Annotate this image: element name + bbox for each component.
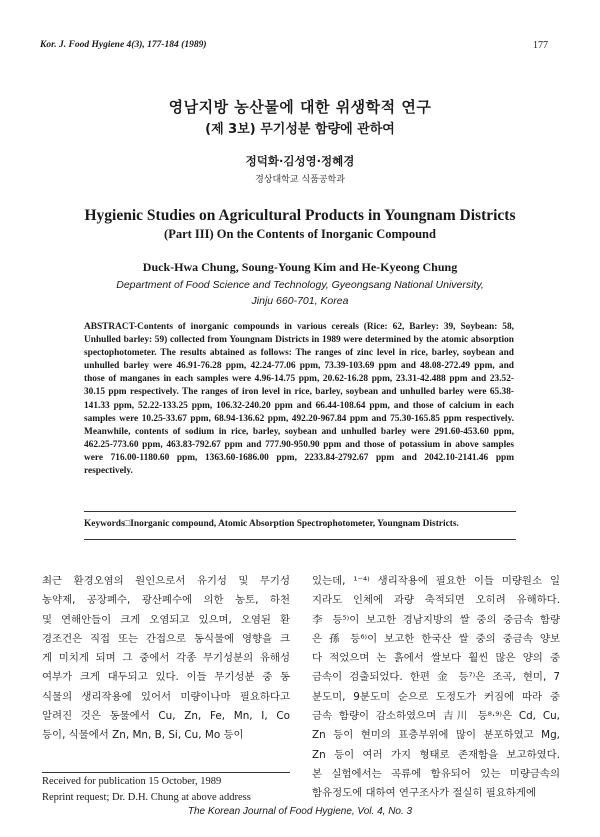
english-subtitle: (Part III) On the Contents of Inorganic Compound (164, 227, 436, 241)
journal-reference: Kor. J. Food Hygiene 4(3), 177-184 (1989) (40, 40, 207, 50)
footnote-rule (42, 772, 290, 773)
body-line: 알려진 것은 동물에서 Cu, Zn, Fe, Mn, I, Co (42, 710, 290, 723)
body-line: 게 미치게 되며 그 중에서 각종 무기성분의 유해성 (42, 652, 290, 665)
body-line: 농약제, 공장폐수, 광산폐수에 의한 농토, 하천 (42, 594, 290, 607)
body-line: 있는데, ¹⁻⁴⁾ 생리작용에 필요한 이들 미량원소 일 (312, 575, 560, 587)
english-authors: Duck-Hwa Chung, Soung-Young Kim and He-Kyeong Chung (142, 260, 458, 274)
body-line: 식물의 생리작용에 있어서 미량이나마 필요하다고 (42, 690, 290, 703)
keywords-bottom-rule (84, 539, 516, 540)
body-line: 등이, 식물에서 Zn, Mn, B, Si, Cu, Mo 등이 (42, 729, 244, 742)
body-line: 다 적었으며 논 흙에서 쌀보다 훨씬 많은 양의 중 (312, 652, 560, 665)
korean-affiliation: 경상대학교 식품공학과 (255, 175, 345, 185)
body-line: 여부가 크게 대두되고 있다. 이들 무기성분 중 동 (42, 671, 290, 684)
abstract: ABSTRACT-Contents of inorganic compounds in various cereals (Rice: 62, Barley: 39, Soybean: 58, Unhulled barley: 59) collected from Youngnam Districts in 1989 were determined by the atomic absorption spectophotometer. The results abtained as follows: The ranges of zinc level in rice, barley, soybean and unhulled barley were 46.91-76.28 ppm, 42.24-77.06 ppm, 73.39-103.69 ppm and 48.08-272.49 ppm, and those of manganes in each samples were 4.96-14.75 ppm, 20.62-16.28 ppm, 23.31-42.488 ppm and 23.52-30.15 ppm respectively. The ranges of iron level in rice, barley, soybean and unhulled barley were 65.38-141.33 ppm, 52.22-133.25 ppm, 106.32-240.20 ppm and 66.44-108.64 ppm, and those of calcium in each samples were 10.25-33.67 ppm, 68.94-136.62 ppm, 492.20-967.84 ppm and 75.30-165.85 ppm respectively. Meanwhile, contents of sodium in rice, barley, soybean and unhulled barley were 291.60-453.60 ppm, 462.25-773.60 ppm, 463.83-792.67 ppm and 777.90-950.90 ppm and those of potassium in above samples were 716.00-1180.60 ppm, 1363.60-1686.00 ppm, 2233.84-2792.67 ppm and 2042.10-2141.46 ppm respectively. (84, 322, 514, 477)
page-number: 177 (533, 40, 548, 51)
reprint-note: Reprint request; Dr. D.H. Chung at above address (42, 792, 251, 803)
body-line: 지라도 인체에 과량 축적되면 오히려 유해하다. (312, 594, 560, 607)
body-line: 함유정도에 대하여 연구조사가 절실히 필요하게에 (312, 787, 536, 800)
english-title: Hygienic Studies on Agricultural Products in Youngnam Districts (84, 207, 516, 224)
received-note: Received for publication 15 October, 1989 (42, 776, 222, 787)
body-line: Zn 등이 현미의 표층부위에 많이 분포하였고 Mg, (312, 729, 560, 742)
korean-title: 영남지방 농산물에 대한 위생학적 연구 (168, 98, 432, 116)
english-affiliation-line1: Department of Food Science and Technology, Gyeongsang National University, (116, 279, 484, 291)
body-line: 경조건은 직접 또는 간접으로 동식물에 영향을 크 (42, 632, 290, 645)
body-line: Zn 등이 여러 가지 형태로 존재함을 보고하였다. (312, 748, 560, 761)
korean-authors: 정덕화·김성영·정혜경 (245, 154, 355, 168)
body-line: 및 연해안들이 크게 오염되고 있으며, 오염된 환 (42, 613, 290, 626)
body-line: 금속이 검출되었다. 한편 金 등⁷⁾은 조곡, 현미, 7 (312, 671, 560, 684)
body-line: 금속 함량이 감소하였으며 吉川 등⁸·⁹⁾은 Cd, Cu, (312, 710, 560, 723)
body-line: 李 등⁵⁾이 보고한 경남지방의 쌀 중의 중금속 함량 (312, 613, 560, 626)
english-affiliation-line2: Jinju 660-701, Korea (251, 295, 349, 307)
korean-subtitle: (제 3보) 무기성분 함량에 관하여 (205, 122, 395, 137)
body-line: 분도미, 9분도미 순으로 도정도가 커짐에 따라 중 (312, 690, 560, 703)
journal-footer: The Korean Journal of Food Hygiene, Vol. 4, No. 3 (187, 806, 413, 817)
body-column-left (42, 572, 290, 746)
keywords: Keywords□Inorganic compound, Atomic Absorption Spectrophotometer, Youngnam Districts. (84, 519, 459, 529)
body-line: 은 孫 등⁶⁾이 보고한 한국산 쌀 중의 중금속 양보 (312, 632, 560, 645)
body-column-right (312, 572, 560, 804)
body-line: 최근 환경오염의 원인으로서 유기성 및 무기성 (42, 575, 290, 587)
keywords-top-rule (84, 511, 516, 512)
body-line: 본 실험에서는 곡류에 함유되어 있는 미량금속의 (312, 767, 560, 780)
